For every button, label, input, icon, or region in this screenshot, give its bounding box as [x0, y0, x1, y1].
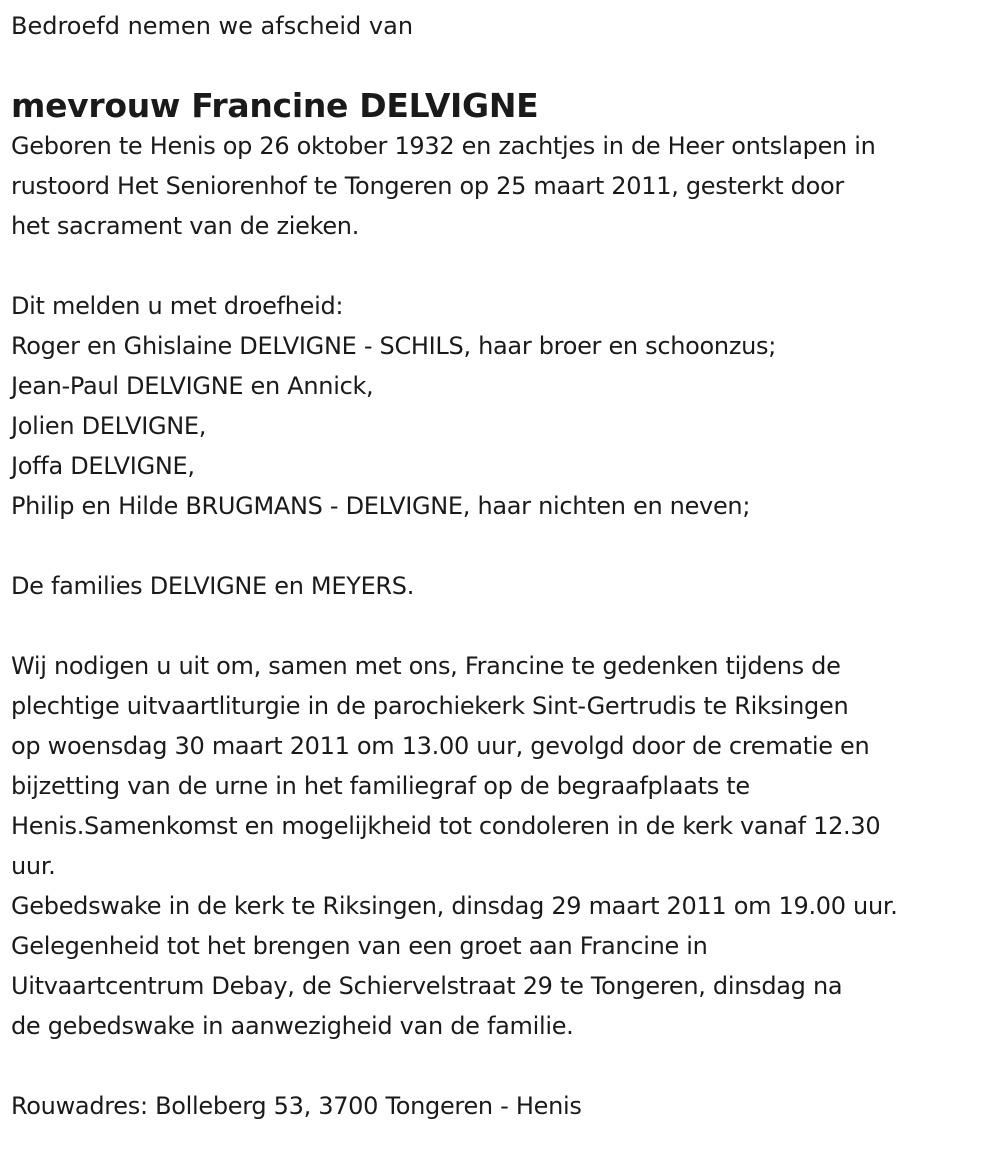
spacer	[11, 1046, 996, 1086]
invitation-line: Gelegenheid tot het brengen van een groet aan Francine in	[11, 932, 708, 960]
spacer	[11, 606, 996, 646]
birth-death-paragraph	[11, 126, 996, 246]
address-line	[11, 1086, 996, 1126]
mourners-section	[11, 286, 996, 526]
birth-death-line: rustoord Het Seniorenhof te Tongeren op 25 maart 2011, gesterkt door	[11, 172, 844, 200]
invitation-line: plechtige uitvaartliturgie in de parochiekerk Sint-Gertrudis te Riksingen	[11, 692, 849, 720]
spacer	[11, 246, 996, 286]
obituary-notice	[11, 6, 996, 1126]
mourner-entry: Joffa DELVIGNE,	[11, 452, 195, 480]
invitation-line: de gebedswake in aanwezigheid van de familie.	[11, 1012, 574, 1040]
invitation-line: Uitvaartcentrum Debay, de Schiervelstraat 29 te Tongeren, dinsdag na	[11, 972, 843, 1000]
families-text: De families DELVIGNE en MEYERS.	[11, 572, 415, 600]
invitation-line: Henis.Samenkomst en mogelijkheid tot condoleren in de kerk vanaf 12.30	[11, 812, 881, 840]
invitation-line: Gebedswake in de kerk te Riksingen, dinsdag 29 maart 2011 om 19.00 uur.	[11, 892, 898, 920]
invitation-line: uur.	[11, 852, 56, 880]
intro-text: Bedroefd nemen we afscheid van	[11, 12, 414, 40]
birth-death-line: Geboren te Henis op 26 oktober 1932 en zachtjes in de Heer ontslapen in	[11, 132, 876, 160]
invitation-paragraph	[11, 646, 996, 1046]
mourner-entry: Jean-Paul DELVIGNE en Annick,	[11, 372, 374, 400]
spacer	[11, 526, 996, 566]
deceased-name: mevrouw Francine DELVIGNE	[11, 86, 539, 125]
invitation-line: bijzetting van de urne in het familiegraf op de begraafplaats te	[11, 772, 750, 800]
families-line	[11, 566, 996, 606]
invitation-line: op woensdag 30 maart 2011 om 13.00 uur, gevolgd door de crematie en	[11, 732, 870, 760]
mourners-intro: Dit melden u met droefheid:	[11, 292, 344, 320]
invitation-line: Wij nodigen u uit om, samen met ons, Francine te gedenken tijdens de	[11, 652, 841, 680]
mourner-entry: Roger en Ghislaine DELVIGNE - SCHILS, haar broer en schoonzus;	[11, 332, 777, 360]
mourner-entry: Philip en Hilde BRUGMANS - DELVIGNE, haar nichten en neven;	[11, 492, 751, 520]
mourning-address: Rouwadres: Bolleberg 53, 3700 Tongeren - Henis	[11, 1092, 582, 1120]
mourner-entry: Jolien DELVIGNE,	[11, 412, 207, 440]
birth-death-line: het sacrament van de zieken.	[11, 212, 360, 240]
